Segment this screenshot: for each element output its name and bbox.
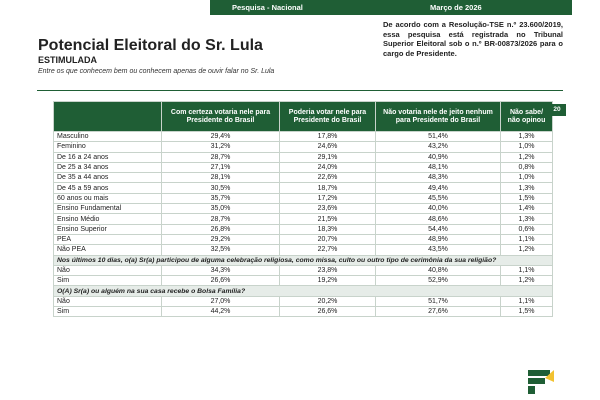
row-value: 51,4% xyxy=(376,132,501,142)
page-title: Potencial Eleitoral do Sr. Lula xyxy=(38,37,263,54)
table-header-row xyxy=(54,102,553,132)
row-value: 21,5% xyxy=(280,214,376,224)
row-value: 35,0% xyxy=(162,204,280,214)
page-number: 20 xyxy=(548,104,566,116)
row-value: 30,5% xyxy=(162,183,280,193)
table-row xyxy=(54,307,553,317)
question-text: Nos últimos 10 dias, o(a) Sr(a) participou de alguma celebração religiosa, como missa, culto ou outro tipo de cerimônia da sua religião? xyxy=(54,255,553,265)
table-row xyxy=(54,276,553,286)
row-value: 29,2% xyxy=(162,234,280,244)
row-value: 40,9% xyxy=(376,152,501,162)
row-value: 17,8% xyxy=(280,132,376,142)
row-value: 1,3% xyxy=(501,214,553,224)
row-value: 1,3% xyxy=(501,132,553,142)
row-value: 18,7% xyxy=(280,183,376,193)
row-value: 27,1% xyxy=(162,162,280,172)
row-value: 48,1% xyxy=(376,162,501,172)
table-row xyxy=(54,245,553,255)
row-value: 1,2% xyxy=(501,245,553,255)
row-value: 43,5% xyxy=(376,245,501,255)
row-value: 24,6% xyxy=(280,142,376,152)
row-value: 1,1% xyxy=(501,265,553,275)
row-label: Ensino Fundamental xyxy=(54,204,162,214)
row-label: PEA xyxy=(54,234,162,244)
row-value: 45,5% xyxy=(376,193,501,203)
row-value: 1,0% xyxy=(501,142,553,152)
table-body xyxy=(54,132,553,317)
row-value: 22,6% xyxy=(280,173,376,183)
page-caption: Entre os que conhecem bem ou conhecem apenas de ouvir falar no Sr. Lula xyxy=(38,68,275,75)
top-banner xyxy=(210,0,572,15)
row-value: 28,7% xyxy=(162,214,280,224)
table-row xyxy=(54,224,553,234)
row-value: 43,2% xyxy=(376,142,501,152)
row-value: 28,7% xyxy=(162,152,280,162)
column-header: Poderia votar nele para Presidente do Brasil xyxy=(280,102,376,132)
table-row xyxy=(54,265,553,275)
row-value: 48,9% xyxy=(376,234,501,244)
row-value: 1,5% xyxy=(501,193,553,203)
results-table xyxy=(53,101,553,317)
table-row xyxy=(54,132,553,142)
table-row xyxy=(54,162,553,172)
header-divider xyxy=(37,90,563,91)
row-value: 26,6% xyxy=(280,307,376,317)
row-label: Sim xyxy=(54,307,162,317)
row-value: 48,6% xyxy=(376,214,501,224)
survey-date: Março de 2026 xyxy=(430,3,482,12)
row-label: De 25 a 34 anos xyxy=(54,162,162,172)
table-row xyxy=(54,234,553,244)
row-value: 22,7% xyxy=(280,245,376,255)
column-header: Não votaria nele de jeito nenhum para Presidente do Brasil xyxy=(376,102,501,132)
table-row xyxy=(54,183,553,193)
row-label: Não PEA xyxy=(54,245,162,255)
row-value: 20,7% xyxy=(280,234,376,244)
row-value: 1,1% xyxy=(501,234,553,244)
table-row xyxy=(54,152,553,162)
row-label: Não xyxy=(54,265,162,275)
row-value: 26,8% xyxy=(162,224,280,234)
table-row xyxy=(54,296,553,306)
table-row xyxy=(54,142,553,152)
row-value: 28,1% xyxy=(162,173,280,183)
row-value: 29,4% xyxy=(162,132,280,142)
row-value: 35,7% xyxy=(162,193,280,203)
registration-note: De acordo com a Resolução-TSE n.º 23.600/2019, essa pesquisa está registrada no Tribunal Superior Eleitoral sob o n.º BR-00873/2026 para o cargo de Presidente. xyxy=(383,20,563,58)
row-value: 51,7% xyxy=(376,296,501,306)
row-value: 34,3% xyxy=(162,265,280,275)
row-value: 32,5% xyxy=(162,245,280,255)
row-value: 23,8% xyxy=(280,265,376,275)
brand-logo-icon xyxy=(528,368,554,394)
question-text: O(A) Sr(a) ou alguém na sua casa recebe o Bolsa Família? xyxy=(54,286,553,296)
row-label: Não xyxy=(54,296,162,306)
row-value: 29,1% xyxy=(280,152,376,162)
row-value: 26,6% xyxy=(162,276,280,286)
column-header: Com certeza votaria nele para Presidente do Brasil xyxy=(162,102,280,132)
row-value: 1,1% xyxy=(501,296,553,306)
row-value: 1,2% xyxy=(501,276,553,286)
row-value: 1,0% xyxy=(501,173,553,183)
row-value: 0,8% xyxy=(501,162,553,172)
row-label: De 16 a 24 anos xyxy=(54,152,162,162)
column-header: Não sabe/ não opinou xyxy=(501,102,553,132)
row-value: 1,2% xyxy=(501,152,553,162)
row-value: 52,9% xyxy=(376,276,501,286)
row-label: Sim xyxy=(54,276,162,286)
row-value: 1,3% xyxy=(501,183,553,193)
row-label: De 45 a 59 anos xyxy=(54,183,162,193)
row-label: De 35 a 44 anos xyxy=(54,173,162,183)
table-row xyxy=(54,193,553,203)
row-value: 49,4% xyxy=(376,183,501,193)
row-value: 1,5% xyxy=(501,307,553,317)
row-value: 44,2% xyxy=(162,307,280,317)
page-subtitle: ESTIMULADA xyxy=(38,55,97,65)
column-header-blank xyxy=(54,102,162,132)
row-value: 27,0% xyxy=(162,296,280,306)
row-value: 23,6% xyxy=(280,204,376,214)
row-value: 19,2% xyxy=(280,276,376,286)
row-label: Ensino Superior xyxy=(54,224,162,234)
row-value: 17,2% xyxy=(280,193,376,203)
question-row xyxy=(54,286,553,296)
row-value: 27,6% xyxy=(376,307,501,317)
row-value: 1,4% xyxy=(501,204,553,214)
row-value: 40,8% xyxy=(376,265,501,275)
question-row xyxy=(54,255,553,265)
row-value: 54,4% xyxy=(376,224,501,234)
row-label: Feminino xyxy=(54,142,162,152)
row-value: 24,0% xyxy=(280,162,376,172)
survey-label: Pesquisa - Nacional xyxy=(232,3,303,12)
row-value: 20,2% xyxy=(280,296,376,306)
table-row xyxy=(54,173,553,183)
row-value: 18,3% xyxy=(280,224,376,234)
row-value: 0,6% xyxy=(501,224,553,234)
table-row xyxy=(54,214,553,224)
table-row xyxy=(54,204,553,214)
row-value: 31,2% xyxy=(162,142,280,152)
row-label: 60 anos ou mais xyxy=(54,193,162,203)
row-label: Masculino xyxy=(54,132,162,142)
row-label: Ensino Médio xyxy=(54,214,162,224)
row-value: 48,3% xyxy=(376,173,501,183)
row-value: 40,0% xyxy=(376,204,501,214)
